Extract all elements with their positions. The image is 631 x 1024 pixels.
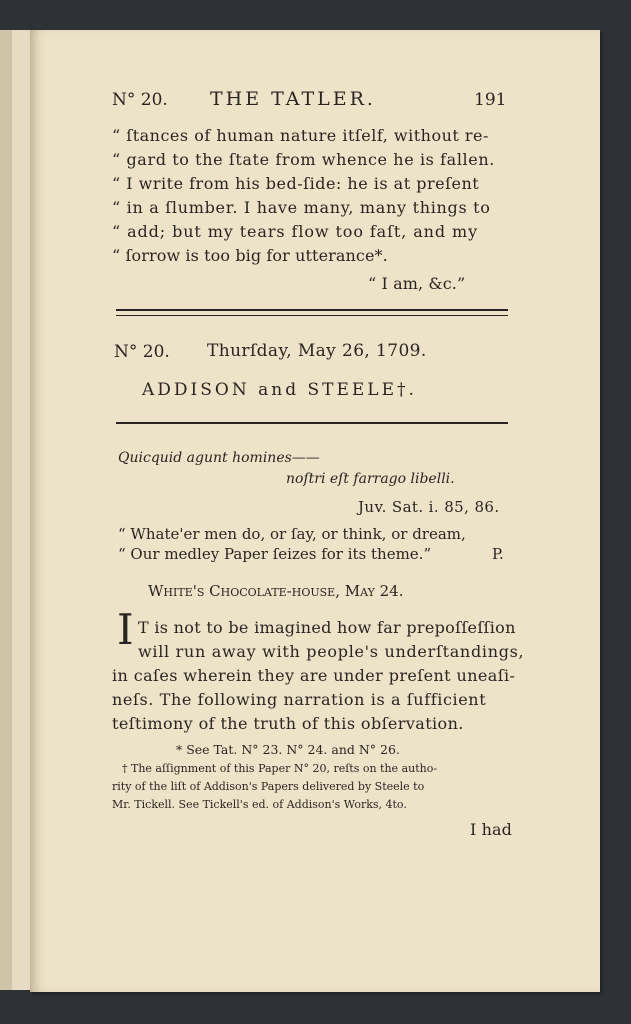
catchword: I had xyxy=(470,820,512,839)
footnote-2-line: † The aſſignment of this Paper N° 20, reſts on the autho- xyxy=(122,762,438,775)
body-line: will run away with people's underſtandings, xyxy=(138,642,525,661)
letter-line: “ ſorrow is too big for utterance*. xyxy=(112,246,388,265)
footnote-1: * See Tat. N° 23. N° 24. and N° 26. xyxy=(176,742,400,757)
footnote-2-line: Mr. Tickell. See Tickell's ed. of Addison's Works, 4to. xyxy=(112,798,407,811)
letter-line: “ add; but my tears flow too faſt, and my xyxy=(112,222,479,241)
motto-latin-line-2: noſtri eſt farrago libelli. xyxy=(286,471,455,487)
letter-line: “ I write from his bed-ſide: he is at preſent xyxy=(112,174,480,193)
letter-line: “ gard to the ſtate from whence he is fallen. xyxy=(112,150,495,169)
issue-date: Thurſday, May 26, 1709. xyxy=(207,341,427,361)
issue-authors: ADDISON and STEELE†. xyxy=(142,380,417,400)
motto-source: Juv. Sat. i. 85, 86. xyxy=(358,498,500,516)
footnote-2-line: rity of the liſt of Addison's Papers delivered by Steele to xyxy=(112,780,425,793)
motto-translation-line-2: “ Our medley Paper ſeizes for its theme.” xyxy=(118,545,432,563)
letter-line: “ ſtances of human nature itſelf, without re- xyxy=(112,126,489,145)
running-header-number: N° 20. xyxy=(112,90,168,110)
body-line: teſtimony of the truth of this obſervation. xyxy=(112,714,464,733)
drop-cap: I xyxy=(117,605,134,654)
letter-closing: “ I am, &c.” xyxy=(368,274,466,293)
letter-line: “ in a ſlumber. I have many, many things to xyxy=(112,198,491,217)
running-header-title: THE TATLER. xyxy=(210,88,376,110)
double-rule-top xyxy=(116,309,508,311)
body-line: T is not to be imagined how far prepoſſeſſion xyxy=(138,618,516,637)
motto-translator: P. xyxy=(492,545,504,563)
issue-number: N° 20. xyxy=(114,342,170,362)
motto-latin-line-1: Quicquid agunt homines—— xyxy=(118,450,320,466)
body-line: in caſes wherein they are under preſent uneaſi- xyxy=(112,666,516,685)
section-heading: White's Chocolate-houſe, May 24. xyxy=(148,582,404,600)
book-page xyxy=(30,30,600,992)
page-number: 191 xyxy=(474,90,507,110)
book-spine-shadow xyxy=(0,30,12,990)
section-rule xyxy=(116,422,508,424)
body-line: neſs. The following narration is a ſufficient xyxy=(112,690,487,709)
double-rule-bottom xyxy=(116,315,508,316)
motto-translation-line-1: “ Whate'er men do, or ſay, or think, or dream, xyxy=(118,525,466,543)
